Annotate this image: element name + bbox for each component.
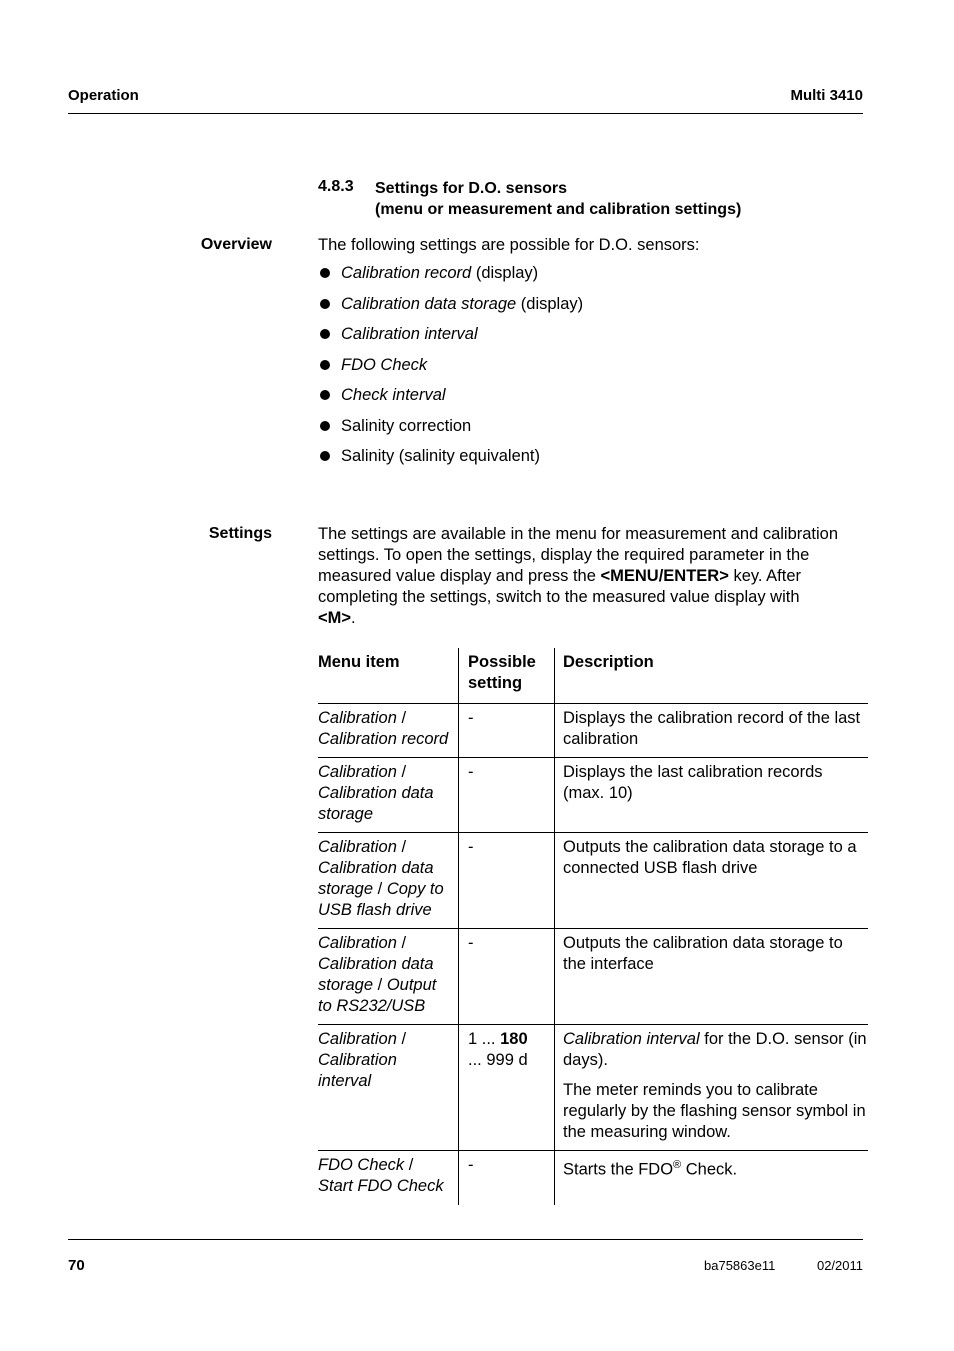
footer-rule <box>68 1239 863 1240</box>
settings-table <box>318 648 868 1205</box>
list-item: FDO Check <box>318 355 583 386</box>
description-cell: Calibration interval for the D.O. sensor (in days). The meter reminds you to calibrate regularly by the flashing sensor symbol in the measuring window. <box>555 1025 869 1151</box>
bullet-icon <box>320 451 330 461</box>
settings-label: Settings <box>208 525 272 542</box>
description-cell: Outputs the calibration data storage to the interface <box>555 929 869 1025</box>
list-item: Calibration interval <box>318 324 583 355</box>
possible-cell: 1 ... 180 ... 999 d <box>459 1025 555 1151</box>
bullet-icon <box>320 360 330 370</box>
header-rule <box>68 113 863 114</box>
table-row <box>318 929 868 1025</box>
list-item: Salinity (salinity equivalent) <box>318 446 583 477</box>
possible-cell: - <box>459 758 555 833</box>
header-left: Operation <box>68 87 139 104</box>
possible-cell: - <box>459 833 555 929</box>
registered-mark: ® <box>673 1159 682 1171</box>
list-item: Calibration data storage (display) <box>318 294 583 325</box>
bullet-icon <box>320 390 330 400</box>
list-item: Salinity correction <box>318 416 583 447</box>
section-title-line2: (menu or measurement and calibration settings) <box>375 201 742 218</box>
bullet-icon <box>320 329 330 339</box>
settings-paragraph <box>318 524 868 629</box>
possible-cell: - <box>459 929 555 1025</box>
settings-line: The settings are available in the menu for measurement and calibration <box>318 525 839 543</box>
possible-cell: - <box>459 704 555 758</box>
list-item: Calibration record (display) <box>318 263 583 294</box>
description-cell: Displays the calibration record of the last calibration <box>555 704 869 758</box>
table-header-row <box>318 648 868 704</box>
bullet-icon <box>320 421 330 431</box>
table-row <box>318 1151 868 1206</box>
description-cell: Outputs the calibration data storage to a connected USB flash drive <box>555 833 869 929</box>
page-number: 70 <box>68 1257 85 1274</box>
menu-item-cell: Calibration / Calibration data storage <box>318 758 459 833</box>
possible-cell: - <box>459 1151 555 1206</box>
col-header-description: Description <box>555 648 869 704</box>
doc-date: 02/2011 <box>816 1258 863 1273</box>
overview-intro: The following settings are possible for D.O. sensors: <box>318 236 700 254</box>
header-right: Multi 3410 <box>790 87 863 104</box>
menu-item-cell: FDO Check / Start FDO Check <box>318 1151 459 1206</box>
settings-line: completing the settings, switch to the measured value display with <box>318 588 800 606</box>
menu-item-cell: Calibration / Calibration record <box>318 704 459 758</box>
table-row <box>318 758 868 833</box>
settings-line: settings. To open the settings, display the required parameter in the <box>318 546 810 564</box>
overview-list <box>318 263 583 477</box>
overview-label: Overview <box>200 236 272 253</box>
menu-item-cell: Calibration / Calibration data storage / Copy to USB flash drive <box>318 833 459 929</box>
table-row <box>318 704 868 758</box>
description-cell: Displays the last calibration records (max. 10) <box>555 758 869 833</box>
section-number: 4.8.3 <box>318 178 354 195</box>
menu-item-cell: Calibration / Calibration data storage / Output to RS232/USB <box>318 929 459 1025</box>
table-row <box>318 833 868 929</box>
doc-id: ba75863e11 <box>704 1258 776 1273</box>
col-header-menu-item: Menu item <box>318 653 400 671</box>
bullet-icon <box>320 299 330 309</box>
description-cell: Starts the FDO® Check. <box>555 1151 869 1206</box>
section-title <box>375 178 741 220</box>
section-title-line1: Settings for D.O. sensors <box>375 180 568 197</box>
bullet-icon <box>320 268 330 278</box>
settings-line: measured value display and press the <MENU/ENTER> key. After <box>318 567 801 585</box>
table-row <box>318 1025 868 1151</box>
col-header-possible: Possible setting <box>459 648 555 704</box>
list-item: Check interval <box>318 385 583 416</box>
settings-line: <M>. <box>318 609 356 627</box>
menu-item-cell: Calibration / Calibration interval <box>318 1025 459 1151</box>
